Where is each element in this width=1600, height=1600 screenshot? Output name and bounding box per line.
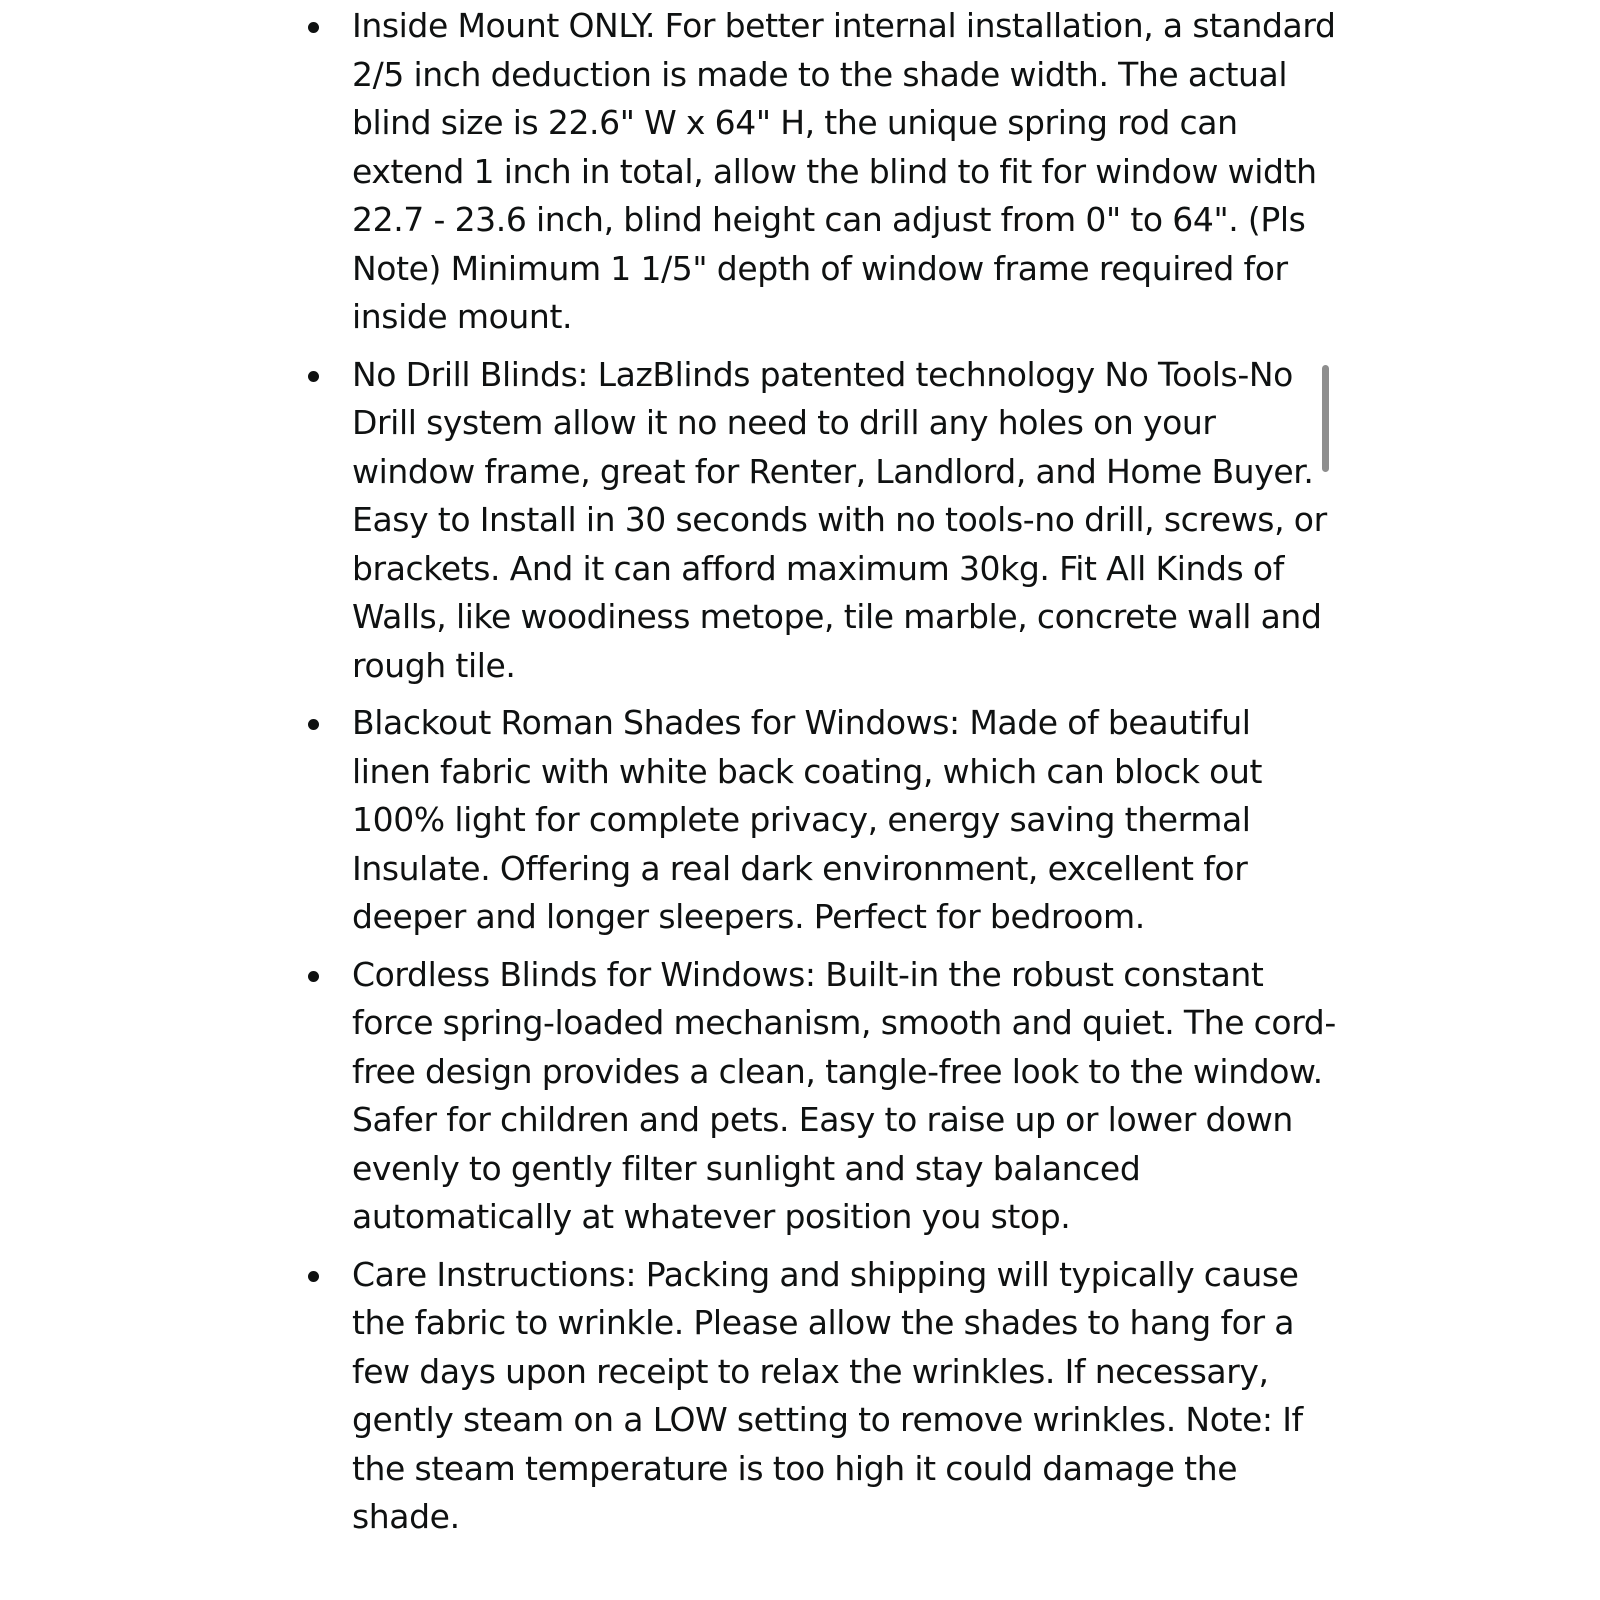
bullet-point-icon <box>308 371 319 382</box>
bullet-point-icon <box>308 22 319 33</box>
feature-bullet-text: Care Instructions: Packing and shipping will typically cause the fabric to wrinkle. Please allow the shades to hang for a few days upon receipt to relax the wrinkles. If necessary, gently steam on a LOW setting to remove wrinkles. Note: If the steam temperature is too high it could damage the shade. <box>352 1254 1303 1536</box>
feature-bullet-text: No Drill Blinds: LazBlinds patented technology No Tools-No Drill system allow it no need to drill any holes on your window frame, great for Renter, Landlord, and Home Buyer. Easy to Install in 30 seconds with no tools-no drill, screws, or brackets. And it can afford maximum 30kg. Fit All Kinds of Walls, like woodiness metope, tile marble, concrete wall and rough tile. <box>352 354 1327 685</box>
bullet-point-icon <box>308 1271 319 1282</box>
bullet-point-icon <box>308 971 319 982</box>
feature-bullet-blackout <box>296 699 1336 942</box>
feature-bullet-text: Cordless Blinds for Windows: Built-in the robust constant force spring-loaded mechanism, smooth and quiet. The cord-free design provides a clean, tangle-free look to the window. Safer for children and pets. Easy to raise up or lower down evenly to gently filter sunlight and stay balanced automatically at whatever position you stop. <box>352 954 1336 1236</box>
feature-bullet-no-drill <box>296 351 1336 691</box>
feature-bullet-cordless <box>296 951 1336 1242</box>
feature-bullet-text: Blackout Roman Shades for Windows: Made of beautiful linen fabric with white back coating, which can block out 100% light for complete privacy, energy saving thermal Insulate. Offering a real dark environment, excellent for deeper and longer sleepers. Perfect for bedroom. <box>352 703 1263 936</box>
bullet-point-icon <box>308 719 319 730</box>
feature-bullet-list <box>296 2 1336 1551</box>
scrollbar-thumb[interactable] <box>1322 365 1329 472</box>
feature-bullet-text: Inside Mount ONLY. For better internal installation, a standard 2/5 inch deduction is made to the shade width. The actual blind size is 22.6" W x 64" H, the unique spring rod can extend 1 inch in total, allow the blind to fit for window width 22.7 - 23.6 inch, blind height can adjust from 0" to 64". (Pls Note) Minimum 1 1/5" depth of window frame required for inside mount. <box>352 6 1336 336</box>
feature-bullet-inside-mount <box>296 2 1336 342</box>
feature-bullet-care <box>296 1251 1336 1542</box>
